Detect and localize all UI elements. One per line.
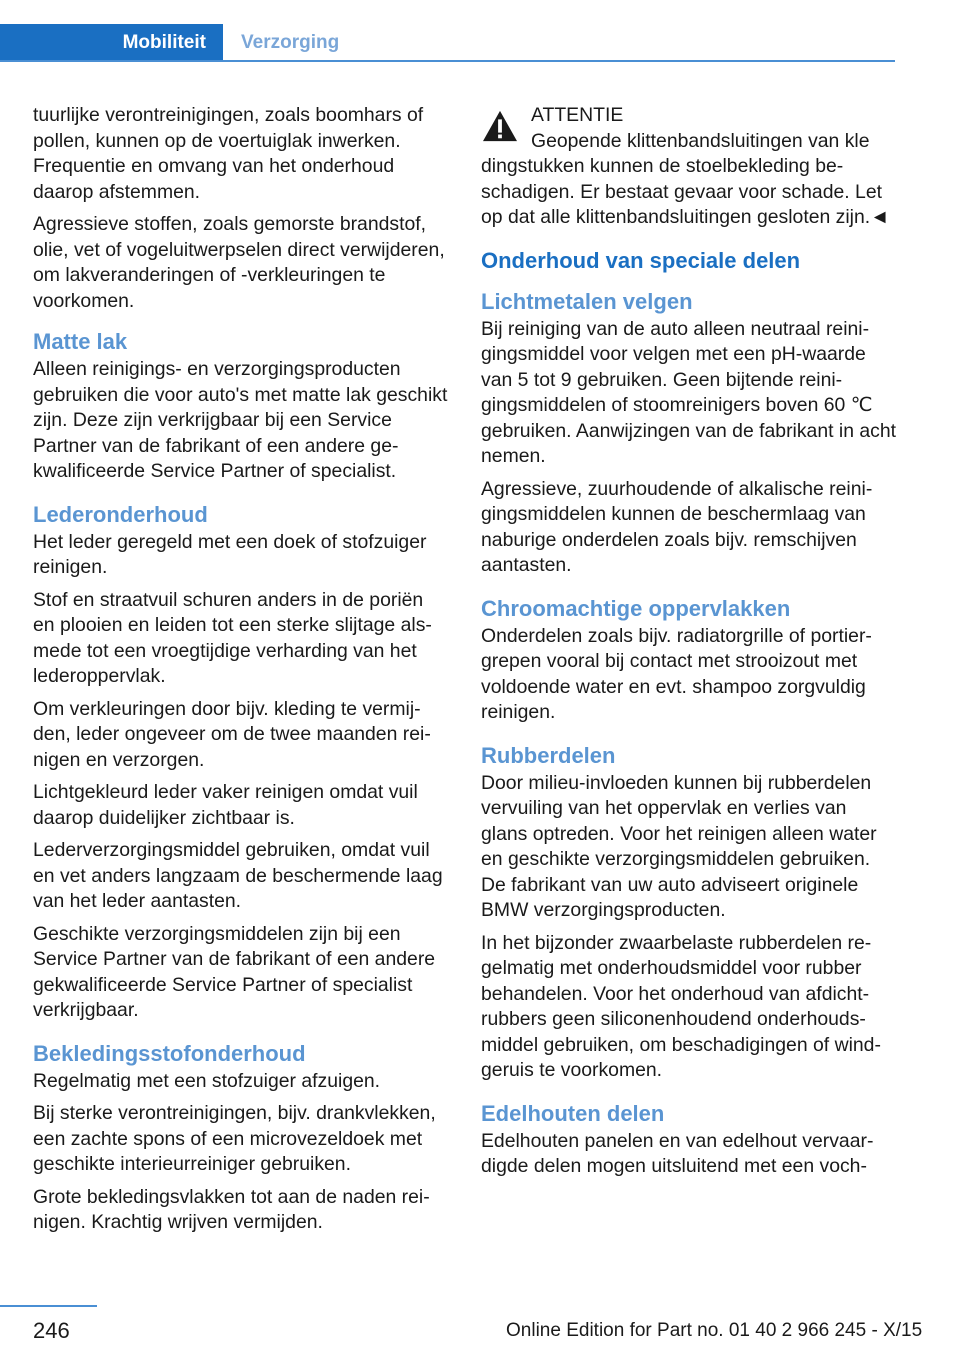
paragraph: Het leder geregeld met een doek of stofzuiger reinigen. bbox=[33, 530, 427, 578]
attention-text: dingstukken kunnen de stoelbekleding beschadigen. Er bestaat gevaar voor schade. Let op dat alle klittenbandsluitingen gesloten zijn.◄ bbox=[481, 155, 890, 228]
heading-chroomachtige-oppervlakken: Chroomachtige oppervlakken bbox=[481, 595, 791, 621]
attention-text-first-line: Geopende klittenbandsluitingen van kle bbox=[531, 129, 870, 152]
paragraph: Regelmatig met een stofzuiger afzuigen. bbox=[33, 1069, 381, 1092]
warning-triangle-icon bbox=[481, 109, 519, 143]
paragraph: Agressieve stoffen, zoals gemorste brandstof, olie, vet of vogeluitwerpselen direct verwijderen, om lakveranderingen of -verkleuringen te voorkomen. bbox=[33, 213, 445, 312]
heading-onderhoud-speciale-delen: Onderhoud van speciale delen bbox=[481, 247, 801, 273]
heading-lederonderhoud: Lederonderhoud bbox=[33, 501, 208, 527]
paragraph: Grote bekledingsvlakken tot aan de naden reinigen. Krachtig wrijven vermijden. bbox=[33, 1185, 430, 1233]
paragraph: In het bijzonder zwaarbelaste rubberdelen regelmatig met onderhoudsmiddel voor rubber behandelen. Voor het onderhoud van afdichtrubbers geen siliconenhoudend onderhoudsmiddel gebruiken, om beschadigingen of windgeruis te voorkomen. bbox=[481, 931, 881, 1081]
footer-rule bbox=[0, 1305, 97, 1307]
attention-title: ATTENTIE bbox=[531, 104, 624, 126]
heading-matte-lak: Matte lak bbox=[33, 329, 128, 354]
paragraph: Alleen reinigings- en verzorgingsproducten gebruiken die voor auto's met matte lak geschikt zijn. Deze zijn verkrijgbaar bij een Service Partner van de fabrikant of een andere gekwalificeerde Service Partner of specialist. bbox=[33, 358, 448, 482]
header-rule bbox=[0, 60, 895, 62]
page-number: 246 bbox=[33, 1318, 70, 1343]
header-tabbar bbox=[0, 24, 895, 62]
left-column bbox=[33, 103, 449, 1243]
paragraph: Bij sterke verontreinigingen, bijv. drankvlekken, een zachte spons of een microvezeldoek met geschikte interieurreiniger gebruiken. bbox=[33, 1102, 436, 1175]
paragraph: Door milieu-invloeden kunnen bij rubberdelen vervuiling van het oppervlak en verlies van glans optreden. Voor het reinigen alleen water en geschikte verzorgingsmiddelen gebruiken. De fabrikant van uw auto adviseert originele BMW verzorgingsproducten. bbox=[481, 771, 877, 921]
paragraph: Geschikte verzorgingsmiddelen zijn bij een Service Partner van de fabrikant of een andere gekwalificeerde Service Partner of specialist verkrijgbaar. bbox=[33, 922, 436, 1021]
attention-box bbox=[481, 103, 897, 231]
right-column bbox=[481, 103, 897, 1187]
heading-lichtmetalen-velgen: Lichtmetalen velgen bbox=[481, 288, 693, 314]
edition-text: Online Edition for Part no. 01 40 2 966 245 - X/15 bbox=[506, 1320, 923, 1341]
paragraph: Lichtgekleurd leder vaker reinigen omdat vuil daarop duidelijker zichtbaar is. bbox=[33, 781, 418, 829]
tab-mobiliteit[interactable]: Mobiliteit bbox=[0, 24, 223, 62]
paragraph: Stof en straatvuil schuren anders in de poriën en plooien en leiden tot een sterke slijtage alsmede tot een vroegtijdige verharding van het lederoppervlak. bbox=[33, 588, 432, 687]
paragraph: tuurlijke verontreinigingen, zoals boomhars of pollen, kunnen op de voertuiglak inwerken. Frequentie en omvang van het onderhoud daarop afstemmen. bbox=[33, 104, 424, 203]
heading-rubberdelen: Rubberdelen bbox=[481, 742, 616, 768]
heading-bekledingsstofonderhoud: Bekledingsstofonderhoud bbox=[33, 1040, 306, 1066]
paragraph: Edelhouten panelen en van edelhout vervaardigde delen mogen uitsluitend met een voch- bbox=[481, 1129, 874, 1177]
paragraph: Agressieve, zuurhoudende of alkalische reinigingsmiddelen kunnen de beschermlaag van naburige onderdelen zoals bijv. remschijven aantasten. bbox=[481, 477, 873, 576]
heading-edelhouten-delen: Edelhouten delen bbox=[481, 1100, 665, 1126]
paragraph: Lederverzorgingsmiddel gebruiken, omdat vuil en vet anders langzaam de beschermende laag van het leder aantasten. bbox=[33, 839, 443, 912]
paragraph: Onderdelen zoals bijv. radiatorgrille of portiergrepen vooral bij contact met strooizout met voldoende water en evt. shampoo zorgvuldig reinigen. bbox=[481, 624, 872, 723]
paragraph: Bij reiniging van de auto alleen neutraal reinigingsmiddel voor velgen met een pH-waarde van 5 tot 9 gebruiken. Geen bijtende reinigingsmiddelen of stoomreinigers boven 60 ℃ gebruiken. Aanwijzingen van de fabrikant in acht nemen. bbox=[481, 317, 897, 467]
tab-verzorging[interactable]: Verzorging bbox=[241, 32, 340, 53]
paragraph: Om verkleuringen door bijv. kleding te vermijden, leder ongeveer om de twee maanden reinigen en verzorgen. bbox=[33, 697, 431, 771]
